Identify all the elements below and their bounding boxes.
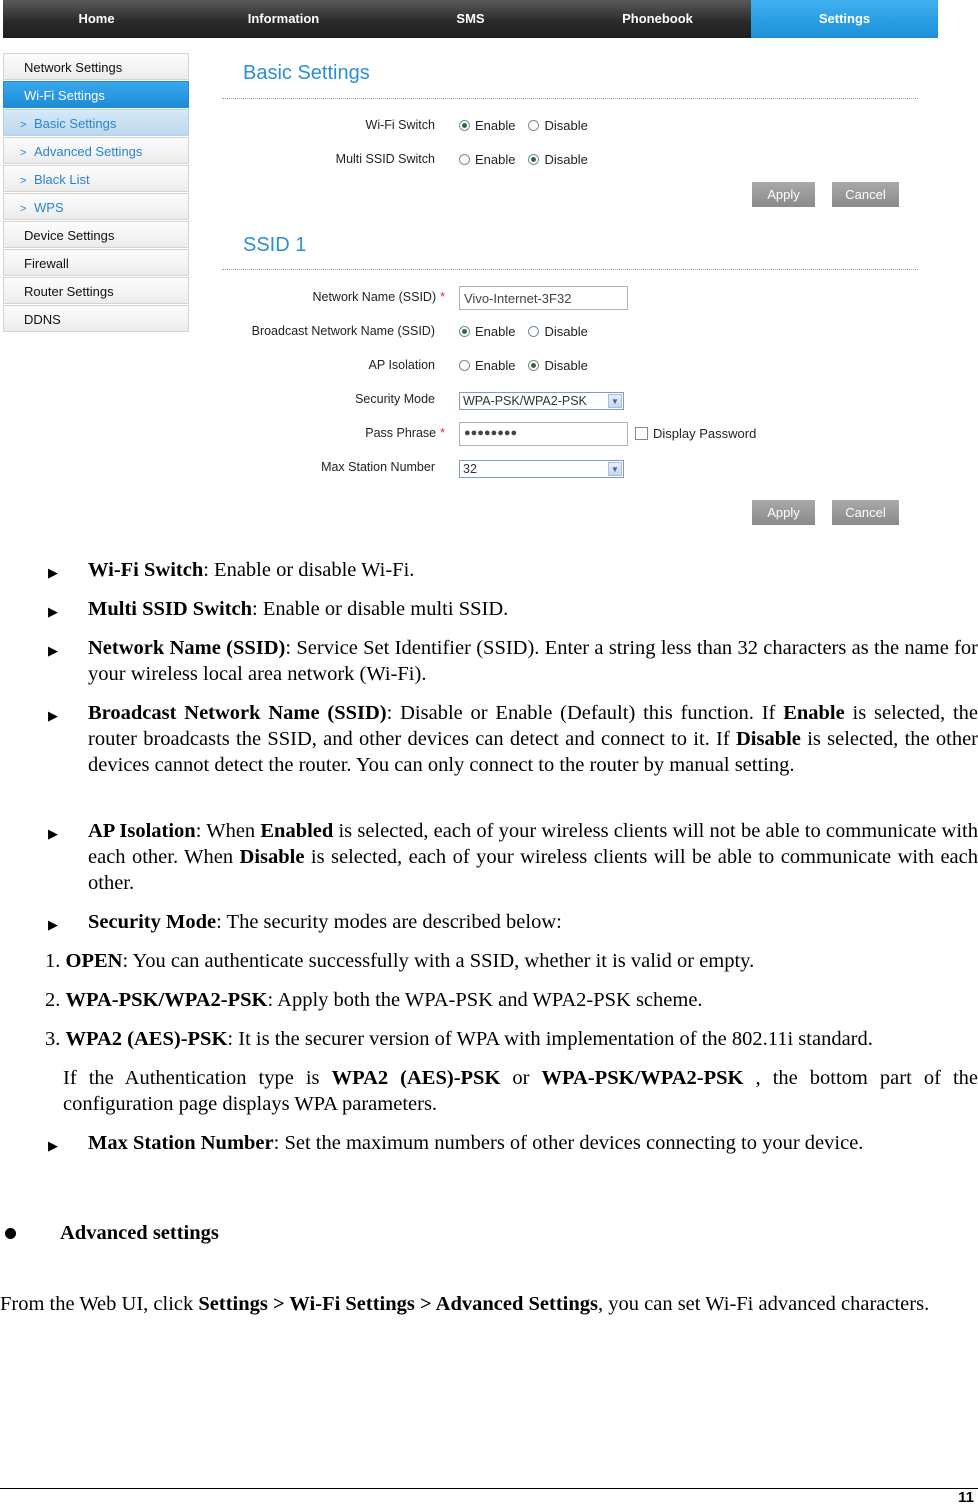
top-navigation	[3, 0, 938, 38]
ap-isolation-disable-option[interactable]	[528, 358, 587, 373]
apply-button[interactable]: Apply	[752, 182, 815, 207]
checkbox-icon[interactable]	[635, 427, 648, 440]
sidebar-item-wifi-settings[interactable]: Wi-Fi Settings	[3, 81, 189, 108]
chevron-right-icon: >	[20, 147, 27, 159]
term: WPA2 (AES)-PSK	[65, 1028, 228, 1050]
keyword: Settings > Wi-Fi Settings > Advanced Settings	[198, 1293, 598, 1315]
broadcast-radio-group	[459, 324, 601, 339]
description: : Set the maximum numbers of other devices connecting to your device.	[273, 1132, 864, 1154]
option-label: Disable	[544, 118, 588, 133]
note-paragraph	[63, 1065, 978, 1117]
ap-isolation-radio-group	[459, 358, 601, 373]
radio-unchecked-icon[interactable]	[528, 120, 539, 131]
sidebar-item-label: Advanced Settings	[34, 144, 143, 159]
cancel-button[interactable]: Cancel	[832, 500, 899, 525]
description: is selected, each of your wireless clients will be able to communicate with each other.	[88, 846, 978, 894]
bullet-dot-icon	[5, 1228, 16, 1239]
pass-phrase-input[interactable]: ●●●●●●●●	[459, 422, 628, 446]
keyword: Disable	[239, 846, 305, 868]
network-name-label	[312, 290, 445, 304]
security-mode-select[interactable]	[459, 392, 624, 410]
sidebar-item-network-settings[interactable]: Network Settings	[3, 53, 189, 80]
description: From the Web UI, click	[0, 1293, 199, 1315]
radio-checked-icon[interactable]	[528, 360, 539, 371]
item-number: 2.	[45, 989, 66, 1011]
description: or	[500, 1067, 542, 1089]
description: , you can set Wi-Fi advanced characters.	[598, 1293, 930, 1315]
sidebar	[3, 53, 189, 333]
multi-ssid-enable-option[interactable]	[459, 152, 515, 167]
triangle-bullet-icon: ▶	[48, 1138, 58, 1153]
triangle-bullet-icon: ▶	[48, 565, 58, 580]
sidebar-item-label: Black List	[34, 172, 90, 187]
sidebar-item-advanced-settings[interactable]	[3, 137, 189, 164]
option-label: Enable	[475, 324, 516, 339]
wifi-switch-radio-group	[459, 118, 601, 133]
tab-sms[interactable]: SMS	[456, 11, 485, 26]
term: Max Station Number	[88, 1132, 274, 1154]
multi-ssid-disable-option[interactable]	[528, 152, 587, 167]
description: : Apply both the WPA-PSK and WPA2-PSK scheme.	[267, 989, 703, 1011]
keyword: WPA-PSK/WPA2-PSK	[541, 1067, 744, 1089]
description: is selected, each of your wireless clients will not be able to communicate with each other. When	[88, 820, 978, 868]
triangle-bullet-icon: ▶	[48, 917, 58, 932]
chevron-right-icon: >	[20, 119, 27, 131]
sidebar-item-basic-settings[interactable]	[3, 109, 189, 136]
option-label: Disable	[544, 324, 588, 339]
term: Broadcast Network Name (SSID)	[88, 702, 387, 724]
broadcast-enable-option[interactable]	[459, 324, 515, 339]
chevron-right-icon: >	[20, 175, 27, 187]
description: , the bottom part of the configuration page displays WPA parameters.	[63, 1067, 978, 1115]
description: : Disable or Enable (Default) this function. If	[386, 702, 784, 724]
option-label: Enable	[475, 118, 516, 133]
divider	[222, 269, 918, 270]
radio-checked-icon[interactable]	[459, 120, 470, 131]
description: : You can authenticate successfully with a SSID, whether it is valid or empty.	[122, 950, 755, 972]
multi-ssid-radio-group	[459, 152, 601, 167]
tab-phonebook[interactable]: Phonebook	[622, 11, 693, 26]
footer-divider	[0, 1488, 978, 1489]
ssid-input[interactable]: Vivo-Internet-3F32	[459, 286, 628, 310]
option-label: Disable	[544, 358, 588, 373]
max-station-select[interactable]	[459, 460, 624, 478]
keyword: Enabled	[260, 820, 334, 842]
description: : Enable or disable Wi-Fi.	[203, 559, 415, 581]
term: Wi-Fi Switch	[88, 559, 204, 581]
multi-ssid-switch-label: Multi SSID Switch	[335, 152, 435, 166]
numbered-item	[45, 1026, 978, 1052]
section-title-basic-settings: Basic Settings	[243, 62, 370, 84]
term: Multi SSID Switch	[88, 598, 253, 620]
tab-home[interactable]: Home	[78, 11, 115, 26]
radio-unchecked-icon[interactable]	[459, 360, 470, 371]
term: OPEN	[65, 950, 123, 972]
triangle-bullet-icon: ▶	[48, 643, 58, 658]
field-label: Pass Phrase	[365, 426, 437, 440]
description: is selected, the router broadcasts the SSID, and other devices can detect and connect to it. If	[88, 702, 978, 750]
max-station-label: Max Station Number	[321, 460, 435, 474]
section-title-ssid: SSID 1	[243, 234, 307, 256]
broadcast-disable-option[interactable]	[528, 324, 587, 339]
section-heading: Advanced settings	[60, 1222, 219, 1244]
ap-isolation-enable-option[interactable]	[459, 358, 515, 373]
required-mark: *	[440, 426, 445, 440]
select-value: WPA-PSK/WPA2-PSK	[463, 394, 587, 408]
option-label: Disable	[544, 152, 588, 167]
chevron-down-icon[interactable]: ▼	[608, 394, 622, 408]
sidebar-item-wps[interactable]	[3, 193, 189, 220]
sidebar-item-device-settings[interactable]: Device Settings	[3, 221, 189, 248]
description: is selected, the other devices cannot detect the router. You can only connect to the router by manual setting.	[88, 728, 978, 776]
sidebar-item-black-list[interactable]	[3, 165, 189, 192]
list-item	[88, 818, 978, 896]
term: Security Mode	[88, 911, 217, 933]
item-number: 3.	[45, 1028, 66, 1050]
description: : Service Set Identifier (SSID). Enter a string less than 32 characters as the name for your wireless local area network (Wi-Fi).	[88, 637, 978, 685]
security-mode-label: Security Mode	[355, 392, 435, 406]
triangle-bullet-icon: ▶	[48, 826, 58, 841]
keyword: Enable	[783, 702, 845, 724]
sidebar-item-label: WPS	[34, 200, 64, 215]
display-password-option[interactable]	[635, 426, 756, 441]
term: AP Isolation	[88, 820, 196, 842]
keyword: WPA2 (AES)-PSK	[331, 1067, 501, 1089]
option-label: Enable	[475, 152, 516, 167]
sidebar-item-ddns[interactable]: DDNS	[3, 305, 189, 332]
triangle-bullet-icon: ▶	[48, 604, 58, 619]
numbered-item	[45, 948, 978, 974]
radio-unchecked-icon[interactable]	[459, 154, 470, 165]
field-label: Network Name (SSID)	[312, 290, 437, 304]
option-label: Enable	[475, 358, 516, 373]
description: : It is the securer version of WPA with implementation of the 802.11i standard.	[227, 1028, 873, 1050]
cancel-button[interactable]: Cancel	[832, 182, 899, 207]
list-item	[88, 700, 978, 778]
page-number: 11	[958, 1489, 974, 1506]
tab-settings[interactable]: Settings	[751, 0, 938, 38]
description: : Enable or disable multi SSID.	[252, 598, 509, 620]
required-mark: *	[440, 290, 445, 304]
list-item	[88, 635, 978, 687]
term: Network Name (SSID)	[88, 637, 286, 659]
chevron-right-icon: >	[20, 203, 27, 215]
description: If the Authentication type is	[63, 1067, 332, 1089]
list-item	[88, 557, 978, 583]
list-item	[88, 909, 978, 935]
list-item	[88, 596, 978, 622]
numbered-item	[45, 987, 978, 1013]
pass-phrase-label	[365, 426, 445, 440]
radio-checked-icon[interactable]	[528, 154, 539, 165]
display-password-label: Display Password	[653, 426, 757, 441]
wifi-switch-disable-option[interactable]	[528, 118, 587, 133]
broadcast-label: Broadcast Network Name (SSID)	[251, 324, 435, 338]
item-number: 1.	[45, 950, 66, 972]
wifi-switch-enable-option[interactable]	[459, 118, 515, 133]
select-value: 32	[463, 462, 477, 476]
chevron-down-icon[interactable]: ▼	[608, 462, 622, 476]
list-item	[88, 1130, 978, 1156]
sidebar-item-firewall[interactable]: Firewall	[3, 249, 189, 276]
apply-button[interactable]: Apply	[752, 500, 815, 525]
body-paragraph	[0, 1285, 978, 1324]
sidebar-item-label: Basic Settings	[34, 116, 117, 131]
wifi-switch-label: Wi-Fi Switch	[365, 118, 435, 132]
ap-isolation-label: AP Isolation	[368, 358, 435, 372]
description: : When	[195, 820, 261, 842]
description: : The security modes are described below:	[216, 911, 562, 933]
radio-unchecked-icon[interactable]	[528, 326, 539, 337]
divider	[222, 98, 918, 99]
triangle-bullet-icon: ▶	[48, 708, 58, 723]
tab-information[interactable]: Information	[247, 11, 320, 26]
radio-checked-icon[interactable]	[459, 326, 470, 337]
term: WPA-PSK/WPA2-PSK	[65, 989, 268, 1011]
keyword: Disable	[735, 728, 801, 750]
sidebar-item-router-settings[interactable]: Router Settings	[3, 277, 189, 304]
